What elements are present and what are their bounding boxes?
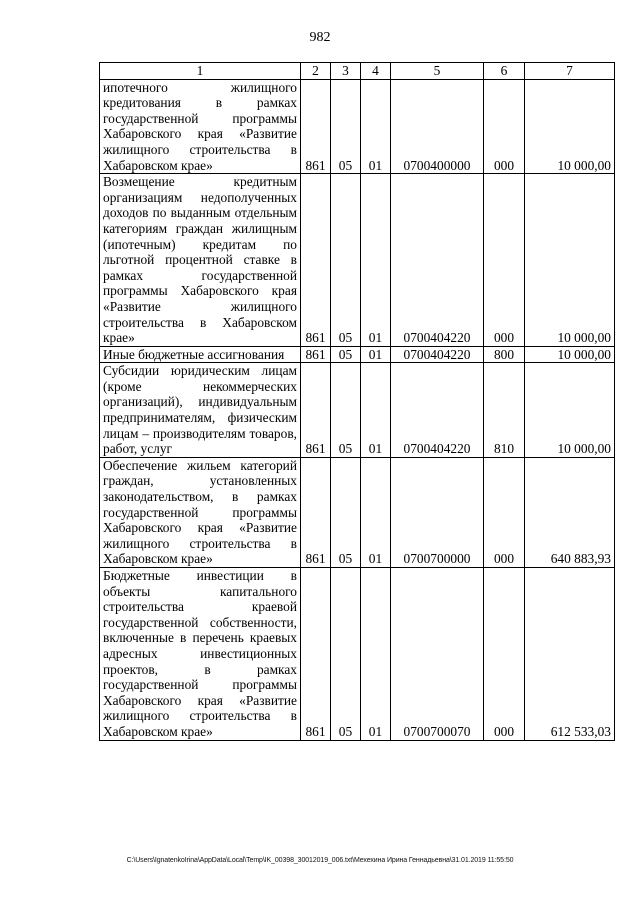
cell-col6: 000 (484, 79, 525, 174)
column-header: 1 (100, 63, 301, 80)
table-row (100, 363, 615, 458)
cell-col4: 01 (361, 568, 391, 741)
cell-col4: 01 (361, 457, 391, 567)
cell-col4: 01 (361, 174, 391, 347)
column-header: 6 (484, 63, 525, 80)
cell-col4: 01 (361, 79, 391, 174)
cell-col3: 05 (331, 568, 361, 741)
column-header: 4 (361, 63, 391, 80)
cell-col6: 800 (484, 346, 525, 363)
row-description: Иные бюджетные ассигнования (100, 346, 301, 363)
cell-col2: 861 (301, 457, 331, 567)
cell-amount: 10 000,00 (525, 346, 615, 363)
cell-col4: 01 (361, 363, 391, 458)
cell-col5: 0700700070 (391, 568, 484, 741)
column-header: 7 (525, 63, 615, 80)
cell-col2: 861 (301, 79, 331, 174)
row-description: Обеспечение жильем категорий граждан, установленных законодательством, в рамках государственной программы Хабаровского края «Развитие жилищного строительства в Хабаровском крае» (100, 457, 301, 567)
cell-col3: 05 (331, 174, 361, 347)
cell-col6: 000 (484, 568, 525, 741)
row-description: ипотечного жилищного кредитования в рамках государственной программы Хабаровского края «Развитие жилищного строительства в Хабаровском крае» (100, 79, 301, 174)
table-row (100, 457, 615, 567)
file-path-footer: C:\Users\IgnatenkoIrina\AppData\Local\Temp\IK_00398_30012019_006.txt\Мехехина Ирина Геннадьевна\31.01.2019 11:55:50 (126, 857, 514, 864)
table-row (100, 568, 615, 741)
cell-col5: 0700700000 (391, 457, 484, 567)
cell-col3: 05 (331, 79, 361, 174)
cell-col5: 0700404220 (391, 363, 484, 458)
cell-col3: 05 (331, 457, 361, 567)
cell-amount: 10 000,00 (525, 174, 615, 347)
cell-col6: 810 (484, 363, 525, 458)
budget-table (99, 62, 615, 741)
cell-col5: 0700404220 (391, 174, 484, 347)
column-header: 3 (331, 63, 361, 80)
cell-col5: 0700404220 (391, 346, 484, 363)
cell-col3: 05 (331, 346, 361, 363)
cell-col4: 01 (361, 346, 391, 363)
cell-col5: 0700400000 (391, 79, 484, 174)
cell-col2: 861 (301, 363, 331, 458)
column-header: 5 (391, 63, 484, 80)
page-number: 982 (309, 30, 331, 45)
row-description: Возмещение кредитным организациям недополученных доходов по выданным отдельным категориям граждан жилищным (ипотечным) кредитам по льготной процентной ставке в рамках государственной программы Хабаровского края «Развитие жилищного строительства в Хабаровском крае» (100, 174, 301, 347)
row-description: Субсидии юридическим лицам (кроме некоммерческих организаций), индивидуальным предпринимателям, физическим лицам – производителям товаров, работ, услуг (100, 363, 301, 458)
cell-col2: 861 (301, 568, 331, 741)
table-row (100, 174, 615, 347)
table-header-row (100, 63, 615, 80)
table-row (100, 79, 615, 174)
cell-col3: 05 (331, 363, 361, 458)
cell-col2: 861 (301, 174, 331, 347)
cell-col6: 000 (484, 457, 525, 567)
cell-amount: 10 000,00 (525, 79, 615, 174)
cell-amount: 640 883,93 (525, 457, 615, 567)
cell-col6: 000 (484, 174, 525, 347)
column-header: 2 (301, 63, 331, 80)
cell-amount: 10 000,00 (525, 363, 615, 458)
cell-amount: 612 533,03 (525, 568, 615, 741)
row-description: Бюджетные инвестиции в объекты капитального строительства краевой государственной собственности, включенные в перечень краевых адресных инвестиционных проектов, в рамках государственной программы Хабаровского края «Развитие жилищного строительства в Хабаровском крае» (100, 568, 301, 741)
cell-col2: 861 (301, 346, 331, 363)
table-row (100, 346, 615, 363)
